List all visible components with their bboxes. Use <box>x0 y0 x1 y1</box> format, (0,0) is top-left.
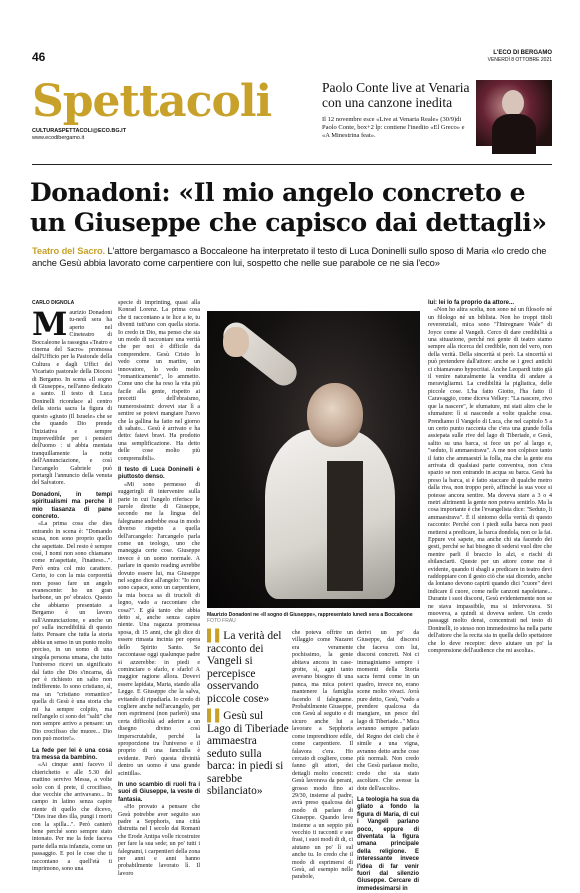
singer-body <box>492 114 536 154</box>
article-headline: Donadoni: «Il mio angelo concreto e un Giuseppe che capisco dai dettagli» <box>30 178 547 237</box>
interview-question: Il testo di Luca Doninelli è piuttosto denso. <box>118 466 200 481</box>
answer-paragraph: «Mi sono permesso di suggerirgli di intervenire sulla parte in cui l'angelo riferisce le parole dirette di Giuseppe, secondo me la lingua del falegname andrebbe essa in modo diverso rispetto a quella dell'arcangelo: l'arcangelo parla come un teologo, uno che maneggia certe cose. Giuseppe invece è un uomo normale. A parlare in questo reading avrebbe dovuto essere lui, ma Giuseppe nel sogno dice all'angelo: "Io non sono capace, sono un carpentiere, la mia bocca sa di trucioli di legno, vado a raccontare che cosa?". E già tanto che abbia detto sì, anche senza capire niente. Una ragazza promessa sposa, di 15 anni, che gli dice di essere rimasta incinta per opera dello Spirito Santo. Se raccontasse oggi qualunque padre si azzerebbe: in piedi e cominciare o sfarlo, e sfarlo! A maggior ragione allora. Dovevi essere lapidata, Maria, stando alla Legge. E Giuseppe che la salva, evitando di ripudiarla. Io credo di cogliere anche nell'arcangelo, per non esprimersi (non parlerò) una certa difficoltà ad aderire a un disegno divino così imperscrutabile, perché la sproporzione tra l'universo e il proprio di una fanciulla è evidente. Però questa divinità dentro un uomo è una grande scintilla». <box>118 481 200 777</box>
issue-date: VENERDÌ 8 OTTOBRE 2021 <box>487 56 552 63</box>
teaser-photo <box>476 80 552 146</box>
answer-paragraph: «La prima cosa che dies entrando in scena è: "Domando scusa, non sono proprio quello che aspettate. Del resto è sempre così, I nomi non sono chiamano come m'aspettate, l'inatteso...". Però entra col mio carattere. Certo, io con la mia corporeità non posso fare un angelo evanescente: ho un gran barbone, un po' ebraico. Questo che abbiamo presentato a Bergamo è un lavoro sull'Annunciazione, e anche un po' sulla incredibilità di questo fatto. Pensare che tutta la storia abbia un senso in un punto molto preciso, in un uomo di una singola persona umana, che tutto l'universo ricevi un significato dal fatto che Dio s'incarna, dà per è richiesto un salto non indifferente. Io sono cristiano, sì, ma un "cristiano romantico" quella di Gesù è una storia che mi ha sempre colpito, ma nell'angelo ci sono dei "salti" che non sempre arrivo a pensare: un Dio crocifisso che muore... Dio non può morire!». <box>32 521 112 743</box>
pull-quote-1: ▌▌La verità del racconto dei Vangeli si percepisce osservando piccole cose» <box>207 630 282 705</box>
article-author: CARLO DIGNOLA <box>32 300 75 306</box>
teaser-box <box>322 80 472 141</box>
section-contacts <box>32 128 126 142</box>
page-number: 46 <box>32 50 46 64</box>
interview-question: lui: lei lo fa proprio da attore... <box>428 300 515 306</box>
section-email[interactable]: CULTURASPETTACOLI@ECO.BG.IT <box>32 128 127 134</box>
dark-vest <box>327 461 363 591</box>
article-column-4 <box>357 630 419 892</box>
quote-mark: ▌▌ <box>207 710 224 722</box>
subhead-text: L'attore bergamasco a Boccaleone ha interpretato il testo di Luca Doninelli sullo sposo di Maria «Io credo che anche Gesù abbia lavorato come carpentiere con lui, sospetto che nelle sue parabole ce ne sia l'eco» <box>32 246 547 268</box>
answer-paragraph: «Ai cinque anni facevo il chierichetto e alle 5.30 del mattino servivo Messa, a volte solo con il prete, il crocifisso, due vecchie che arrivavano... In campo in latino senza capire niente di quello che dicevo, "Dies irae dies illa, pungi i morti con la spilla...". Però canterò bene perché sono sempre stato intonato. Per me la fede faceva parte della mia infanzia, come un passaggio. E poi le cose che ti raccontano a quell'età ti imprimono, sono una <box>32 762 112 873</box>
answer-paragraph: che poteva offrire un villaggio come Nazaret era veramente pochissimo, la gente abitava ancora in case-grotte, sì, agni tanto avevano bisogno di una panca, ma mica potevi mantenere la famiglia facendo il falegname. Probabilmente Giuseppe, con Gesù al seguito e di sicuro anche lui a lavorare a Sepphoris come imprenditore edile, come carpentiere. Il falavora c'era. Ho cercato di cogliere, come fanno gli attori, dei dettagli molto concreti: Gesù lavorava da perani, grosso modo fino ai 29/30, insieme al padre, avrà preso qualcosa del modo di parlare di Giuseppe. Quando leve insieme a un seppio più vecchio ti racconti e sue frasi, i suoi modi di di, ci aiutano un po' lì sul anche tu. Io credo che il modo di esprimersi di Gesù, ad esempio nelle parabole, <box>292 630 353 881</box>
answer-paragraph: specie di imprinting, quasi alla Konrad Lorenz. La prima cosa che ti raccontano a te lice a te, tu diventi tutt'uno con quella storia. Io credo in Dio, ma penso che sia un modo di raccontare una verità che per noi è difficile da comprendere. Gesù Cristo lo vedo come un martire, un innovatore, lo vedo molto "romanticamente", lo ammetto. Come uno che ha reso la vita più facile alla gente, rispetto ai precetti dell'ebraismo, numerosissimi: dovevi star lì a sentire se potevi mangiare l'uovo che la gallina ha fatto nel giorno di sabato... Gesù è arrivato e ha detto: fatevi bravi. Ha prodotto una semplificazione. Ha detto delle cose molto più comprensibili». <box>118 300 200 462</box>
section-title: Spettacoli <box>32 76 272 127</box>
interview-question: In uno scambio di ruoli fra i suoi di Giuseppe, la veste di fantasia. <box>118 782 200 803</box>
article-photo <box>207 311 420 608</box>
actor-head <box>307 383 363 447</box>
masthead <box>488 50 552 63</box>
article-column-2 <box>118 300 200 877</box>
article-column-1 <box>32 305 112 873</box>
singer-face <box>502 90 524 116</box>
section-website[interactable]: www.ecodibergamo.it <box>32 135 85 141</box>
article-subhead <box>32 246 562 269</box>
photo-caption: Maurizio Donadoni ne «Il sogno di Giuseppe», rappresentato lunedì sera a Boccaleone FOTO FRAU <box>207 612 413 624</box>
raised-hand <box>223 327 249 357</box>
pull-quote-2: ▌▌Gesù sul Lago di Tiberiade ammaestra seduto sulla barca: in piedi si sarebbe sbilanciato» <box>207 710 289 797</box>
photo-credit: FOTO FRAU <box>207 618 236 624</box>
teaser-title: Paolo Conte live at Venaria con una canzone inedita <box>322 80 470 110</box>
interview-question: La fede per lei è una cosa tra messa da bambino. <box>32 747 112 761</box>
answer-paragraph: «Ho provato a pensare che Gesù potrebbe aver seguito suo padre a Sepphoris, una città distrutta nel I secolo dai Romani che Erode Antipa volle ricostruire per fare la sua sede; un po' tutti i falegnami, i carpentieri della zona per anni e anni hanno probabilmente lavorato lì. Il lavoro <box>118 804 200 877</box>
drop-cap: M <box>32 305 68 343</box>
answer-paragraph: derivi un po' da Giuseppe, dai discorsi che faceva con lui, discorsi concreti. Noi ci immaginiamo sempre i momenti della Storia sacra fermi come in un quadro, invece no, erano scene molto vivaci. Avrà pure detto, Gesù, "vado a prendere qualcosa da mangiare, un pesce del lago di Tiberiade..." Mica avranno sempre parlato del Regno dei cieli che è simile a una vigna, avranno detto anche cose più normali. Non credo che Gesù parlasse molto, credo che sia stato ascoltare. Che avesse la dote dell'ascolto». <box>357 630 419 792</box>
interview-question: Donadoni, in tempi spiritualismi ma perche il mio tiasanza di pane concreto. <box>32 491 112 520</box>
page-header <box>32 50 552 64</box>
answer-paragraph: «Non ho altra scelta, non sono né un filosofo né un filologo né un biblista. Non ho troppi titoli reverenziali, mica sono "l'Intregnare Wale" di Joyce come al Vangeli. Cerco di dare credibilità a una situazione, perché noi gente di teatro siamo sempre alla ricerca del credibile, non del vero, non della verità. Della sincerità si però. La sincerità si può pretendere dall'attore: anche se i greci antichi ci chiamavano hypocritai. Anche Leopardi tutto già il venire naturalmente la vendita di andare a meravigliarmi. La credibilità la pigliatica, delle piccole cose. L'ha fatto Giotto, l'ha fatto il Caravaggio, come diceva Velkey: "La nascere, rivo que la nascere", le sfumature, mi stati altro che le sfumature: lì si nasconde a volte qualche cosa. Prendiamo il Vangelo di Luca, che nel capitolo 5 a un certo punto racconta che c'era una grande folla assiepata sulle rive del lago di Tiberiade, e Gesù, salito su una barca, si fece un po' al largo e, "seduto, li ammaestrava". A me non colpisce tanto il fatto che ammaestrì la folla, ma che la gente era arrivata di qualsiasi parte conveniva, non c'era spazio se non entrando in acqua su barca. Gesù ha preso la barca, si è fatto staccare di qualche metro dalla riva, non troppo però, affinché la sua voce si potesse ancora sentire. Ma doveva stare a 3 o 4 metri altrimenti la gente non poteva sentirlo. Ma la cosa importante è che l'evangelista dice: "Seduto, li ammaestrava". È il sintomo della verità di questo racconto: Perché con i piedi sulla barca non puoi mettersi a predicare, la barca dondola, non ce la fai. Eppure voi sapete, ma anche chi sta facendo dei gesti, perché se hai bisogno di sedersi vuol dire che mentre parli il braccio lo alzi, e rischi di sbilanciarti. Queste per un attore come me è evidente, quando ti sbagli a predicare in teatro devi raddoppiare con il gesto ciò che stai dicendo, anche da lontano devono capirti quando dici "cuore" devi indicare il cuore, come nelle canzoni napoletane... Durante i suoi discorsi, Gesù evidentemente non se ne stava impassibile, ma si infervorava. Si muoveva, a quindi si doveva sedere. Un credo passaggi molto densi, concentrati nel testo di Doninelli, io stesso non immedesimo ha nella parte dell'attore che la recita sia in quella dello spettatore che lo deve recepire: devo aiutare un po' la comprensione dell'audience che mi ascolta». <box>428 307 552 655</box>
teaser-text: Il 12 novembre esce «Live at Venaria Reale» (30/9)di Paolo Conte, box+2 lp: contiene l'inedito «El Greco» e «A Minestrina feat». <box>322 116 465 140</box>
article-column-5 <box>428 300 552 820</box>
interview-question: La teologia ha sua da gliato a fondo la figura di Maria, di cui i Vangeli parlano poco, eppure di diventata la figura umana principale della religione. E interessante invece l'idea di far venir fuori dal silenzio Giuseppe. Cercare di immedesimarsi in <box>357 796 419 892</box>
lead-paragraph: Maurizio Donadoni tu-nedì sera ha aperto nel Cineteatro di Boccaleone la rassegna «Teatro e cinema del Sacro» promossa dall'Ufficio per la Pastorale della Cultura e dagli Uffici del Vicariato pastorale della Diocesi di Bergamo. In scena «Il sogno di Giuseppe», nell'anno dedicato a santo. Il testo di Luca Doninelli ricondace al centro della storia sacra la figura di questo «giusto (Il Israele» che se che quando Dio prende l'iniziativa e sempre imprevedibile per i pensieri dell'uomo : si abbia mentata tranquillamente la notte dell'Annunciazione, e così l'arcangelo Gabriele può portargli l'annuncio della venuta del Salvatore. <box>32 305 112 487</box>
newspaper-name: L'ECO DI BERGAMO <box>493 50 552 56</box>
divider-top <box>32 164 552 165</box>
subhead-kicker: Teatro del Sacro. <box>32 246 106 256</box>
article-column-3 <box>292 630 353 881</box>
quote-mark: ▌▌ <box>207 630 224 642</box>
